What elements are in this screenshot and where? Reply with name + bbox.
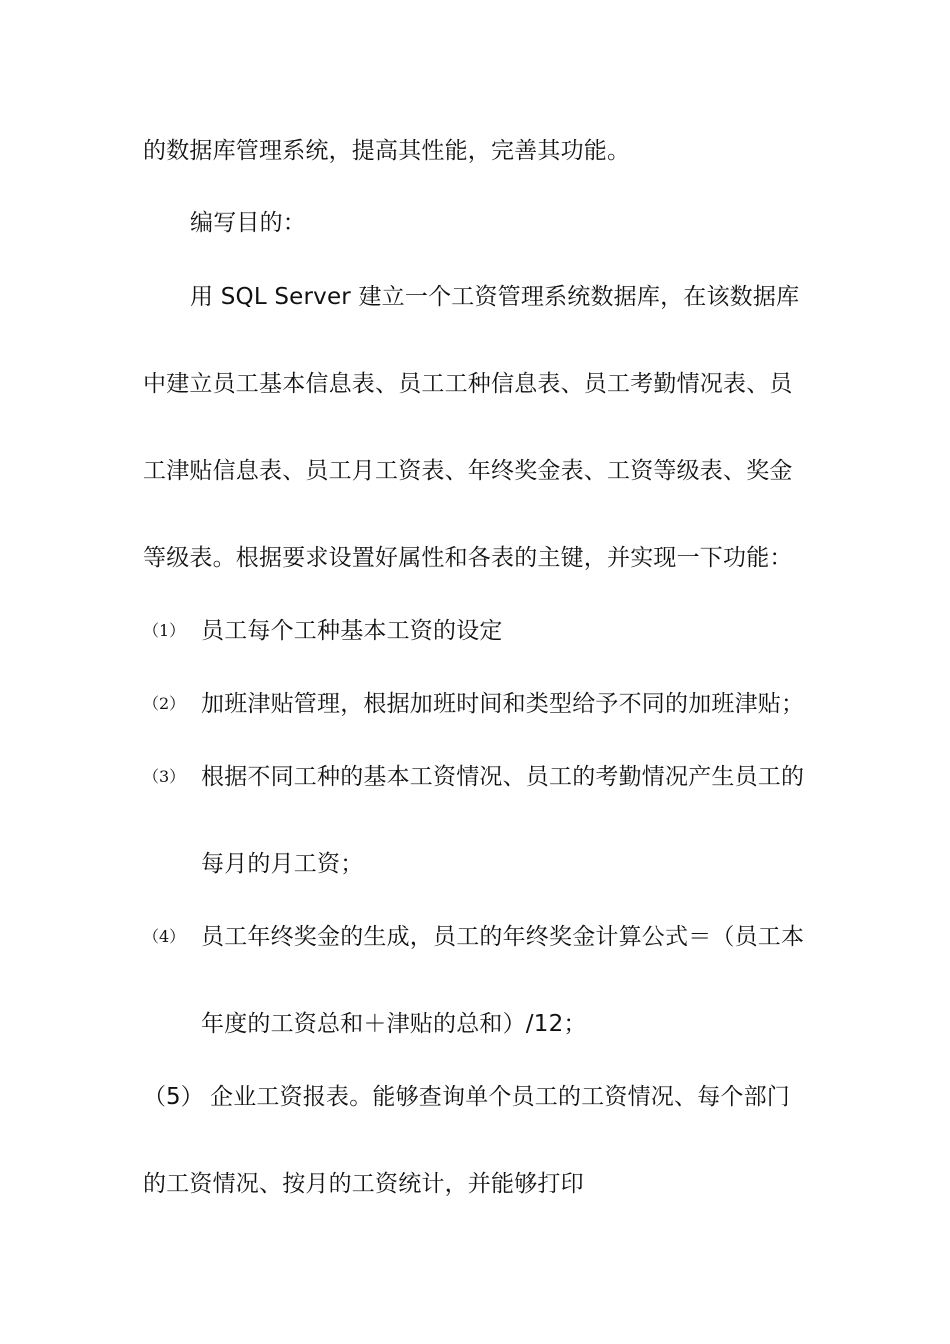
purpose-line-4: 等级表。根据要求设置好属性和各表的主键，并实现一下功能：: [143, 545, 793, 571]
function-4-line-1: 员工年终奖金的生成，员工的年终奖金计算公式＝（员工本: [201, 924, 805, 950]
function-3-marker: （3）: [143, 767, 186, 786]
purpose-line-3: 工津贴信息表、员工月工资表、年终奖金表、工资等级表、奖金: [143, 458, 793, 484]
function-3-line-2: 每月的月工资；: [201, 851, 364, 877]
purpose-line-2: 中建立员工基本信息表、员工工种信息表、员工考勤情况表、员: [143, 371, 793, 397]
function-5-marker: （5）: [143, 1084, 204, 1110]
purpose-heading: 编写目的：: [190, 210, 306, 236]
function-2-line-1: 加班津贴管理，根据加班时间和类型给予不同的加班津贴；: [201, 691, 805, 717]
function-2-marker: （2）: [143, 694, 186, 713]
function-4-line-2: 年度的工资总和＋津贴的总和）/12；: [201, 1011, 587, 1037]
function-5-line-2: 的工资情况、按月的工资统计，并能够打印: [143, 1171, 584, 1197]
function-1-line-1: 员工每个工种基本工资的设定: [201, 618, 503, 644]
function-3-line-1: 根据不同工种的基本工资情况、员工的考勤情况产生员工的: [201, 764, 805, 790]
purpose-line-1: 用 SQL Server 建立一个工资管理系统数据库，在该数据库: [190, 284, 800, 310]
function-1-marker: （1）: [143, 621, 186, 640]
function-5-line-1: 企业工资报表。能够查询单个员工的工资情况、每个部门: [210, 1084, 790, 1110]
function-4-marker: （4）: [143, 927, 186, 946]
intro-continuation: 的数据库管理系统，提高其性能，完善其功能。: [143, 138, 631, 164]
